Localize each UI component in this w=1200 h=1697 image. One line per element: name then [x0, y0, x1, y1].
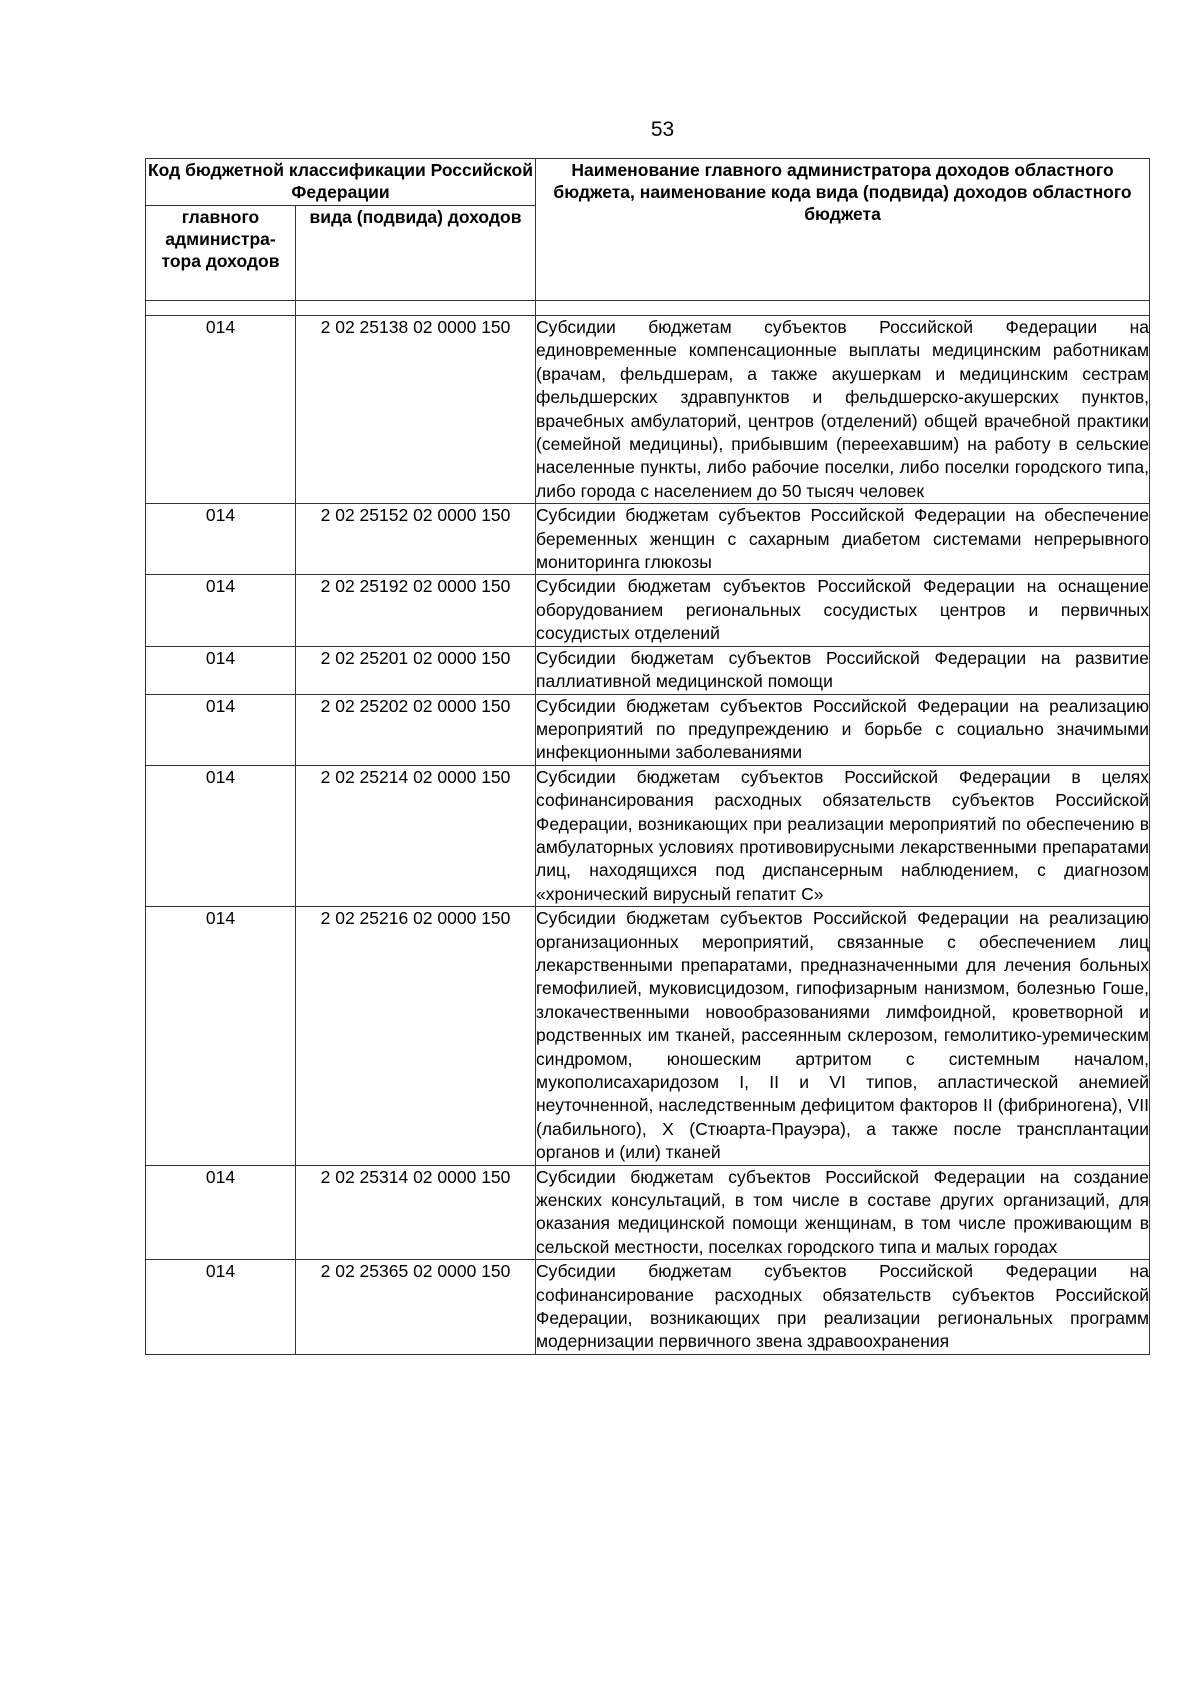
income-code-cell: 2 02 25202 02 0000 150 [296, 694, 536, 765]
table-row [146, 1165, 1150, 1260]
admin-code-cell: 014 [146, 694, 296, 765]
income-code-cell: 2 02 25365 02 0000 150 [296, 1260, 536, 1355]
spacer-cell [146, 301, 296, 316]
income-code-cell: 2 02 25214 02 0000 150 [296, 765, 536, 906]
table-row [146, 646, 1150, 694]
header-main-administrator: главного администра-тора доходов [146, 206, 296, 301]
header-administrator-name: Наименование главного администратора доходов областного бюджета, наименование кода вида (подвида) доходов областного бюджета [536, 159, 1150, 301]
table-row [146, 765, 1150, 906]
admin-code-cell: 014 [146, 765, 296, 906]
spacer-cell [536, 301, 1150, 316]
income-code-cell: 2 02 25216 02 0000 150 [296, 907, 536, 1165]
income-code-cell: 2 02 25138 02 0000 150 [296, 316, 536, 504]
table-header [146, 159, 1150, 301]
table-row [146, 316, 1150, 504]
income-description-cell: Субсидии бюджетам субъектов Российской Федерации на развитие паллиативной медицинской помощи [536, 646, 1150, 694]
table-row [146, 1260, 1150, 1355]
income-description-cell: Субсидии бюджетам субъектов Российской Федерации в целях софинансирования расходных обязательств субъектов Российской Федерации, возникающих при реализации мероприятий по обеспечению в амбулаторных условиях противовирусными лекарственными препаратами лиц, находящихся под диспансерным наблюдением, с диагнозом «хронический вирусный гепатит С» [536, 765, 1150, 906]
table-row [146, 504, 1150, 575]
income-description-cell: Субсидии бюджетам субъектов Российской Федерации на оснащение оборудованием региональных сосудистых центров и первичных сосудистых отделений [536, 575, 1150, 646]
table-row [146, 694, 1150, 765]
income-description-cell: Субсидии бюджетам субъектов Российской Федерации на софинансирование расходных обязательств субъектов Российской Федерации, возникающих при реализации региональных программ модернизации первичного звена здравоохранения [536, 1260, 1150, 1355]
spacer-cell [296, 301, 536, 316]
admin-code-cell: 014 [146, 316, 296, 504]
income-code-cell: 2 02 25201 02 0000 150 [296, 646, 536, 694]
admin-code-cell: 014 [146, 1165, 296, 1260]
income-code-cell: 2 02 25152 02 0000 150 [296, 504, 536, 575]
header-budget-code-group: Код бюджетной классификации Российской Федерации [146, 159, 536, 206]
admin-code-cell: 014 [146, 907, 296, 1165]
income-description-cell: Субсидии бюджетам субъектов Российской Федерации на обеспечение беременных женщин с сахарным диабетом системами непрерывного мониторинга глюкозы [536, 504, 1150, 575]
income-code-cell: 2 02 25192 02 0000 150 [296, 575, 536, 646]
admin-code-cell: 014 [146, 646, 296, 694]
income-description-cell: Субсидии бюджетам субъектов Российской Федерации на реализацию организационных мероприятий, связанные с обеспечением лиц лекарственными препаратами, предназначенными для лечения больных гемофилией, муковисцидозом, гипофизарным нанизмом, болезнью Гоше, злокачественными новообразованиями лимфоидной, кроветворной и родственных им тканей, рассеянным склерозом, гемолитико-уремическим синдромом, юношеским артритом с системным началом, мукополисахаридозом I, II и VI типов, апластической анемией неуточненной, наследственным дефицитом факторов II (фибриногена), VII (лабильного), X (Стюарта-Прауэра), а также после трансплантации органов и (или) тканей [536, 907, 1150, 1165]
admin-code-cell: 014 [146, 504, 296, 575]
budget-classification-table [145, 158, 1150, 1355]
income-description-cell: Субсидии бюджетам субъектов Российской Федерации на реализацию мероприятий по предупреждению и борьбе с социально значимыми инфекционными заболеваниями [536, 694, 1150, 765]
table-row [146, 907, 1150, 1165]
header-income-kind: вида (подвида) доходов [296, 206, 536, 301]
admin-code-cell: 014 [146, 1260, 296, 1355]
table-body [146, 301, 1150, 1355]
income-description-cell: Субсидии бюджетам субъектов Российской Федерации на создание женских консультаций, в том числе в составе других организаций, для оказания медицинской помощи женщинам, в том числе проживающим в сельской местности, поселках городского типа и малых городах [536, 1165, 1150, 1260]
table-row [146, 575, 1150, 646]
income-description-cell: Субсидии бюджетам субъектов Российской Федерации на единовременные компенсационные выплаты медицинским работникам (врачам, фельдшерам, а также акушеркам и медицинским сестрам фельдшерских здравпунктов и фельдшерско-акушерских пунктов, врачебных амбулаторий, центров (отделений) общей врачебной практики (семейной медицины), прибывшим (переехавшим) на работу в сельские населенные пункты, либо рабочие поселки, либо поселки городского типа, либо города с населением до 50 тысяч человек [536, 316, 1150, 504]
header-spacer-row [146, 301, 1150, 316]
income-code-cell: 2 02 25314 02 0000 150 [296, 1165, 536, 1260]
page-number: 53 [650, 118, 675, 141]
admin-code-cell: 014 [146, 575, 296, 646]
